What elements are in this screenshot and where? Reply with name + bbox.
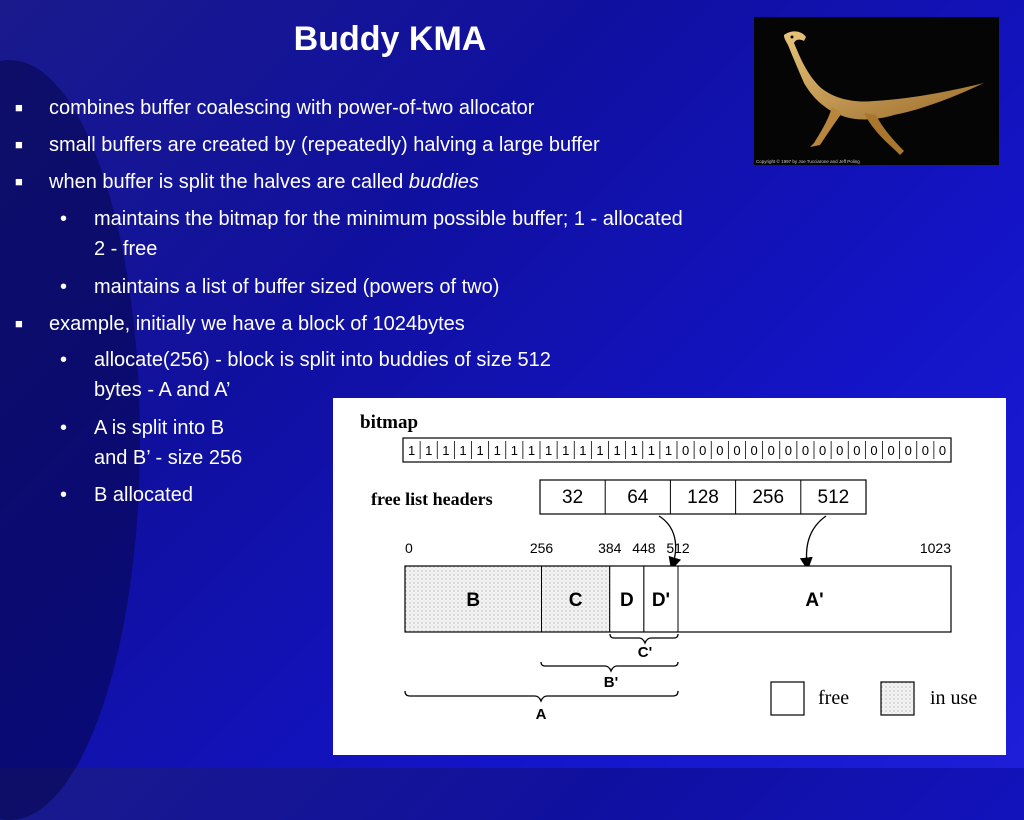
bullet-text: combines buffer coalescing with power-of-two allocator <box>49 97 535 119</box>
sub-bullet-text: A is split into B <box>94 417 225 439</box>
offset-label: 384 <box>598 540 622 556</box>
bitmap-bit: 0 <box>921 443 929 458</box>
bitmap-bit: 1 <box>630 443 638 458</box>
free-list-size: 512 <box>817 487 850 508</box>
bitmap-cells <box>408 441 946 459</box>
bullet-text-emphasis: buddies <box>408 171 479 193</box>
bitmap-bit: 1 <box>579 443 587 458</box>
bitmap-bit: 0 <box>836 443 844 458</box>
bitmap-bit: 1 <box>613 443 621 458</box>
bitmap-bit: 1 <box>527 443 536 458</box>
brace-label-a: A <box>535 706 547 723</box>
memory-block-label: D' <box>651 590 671 611</box>
free-list-size: 128 <box>687 487 719 508</box>
free-list-size: 64 <box>627 487 649 508</box>
sub-bullet-text-cont: 2 - free <box>94 238 158 260</box>
bitmap-bit: 0 <box>870 443 878 458</box>
brace-label-b-prime: B' <box>603 674 619 691</box>
bitmap-bit: 1 <box>647 443 655 458</box>
bitmap-bit: 1 <box>442 443 450 458</box>
free-list-label: free list headers <box>371 489 493 509</box>
bullet-marker-icon: ■ <box>15 100 23 115</box>
brace-label-c-prime: C' <box>637 644 653 661</box>
bullet-text: example, initially we have a block of 1024bytes <box>49 313 465 335</box>
bitmap-bit: 1 <box>407 443 416 458</box>
sub-bullet-text: allocate(256) - block is split into buddies of size 512 <box>94 349 551 371</box>
bullet-marker-icon: ■ <box>15 137 23 152</box>
bitmap-bit: 0 <box>784 443 792 458</box>
memory-blocks <box>405 566 951 632</box>
memory-block-label: D <box>619 590 634 611</box>
legend-free-swatch <box>771 682 804 715</box>
offset-label: 1023 <box>919 540 951 556</box>
offset-label: 0 <box>405 540 413 556</box>
legend-in-use-label: in use <box>930 687 978 709</box>
slide-title: Buddy KMA <box>293 20 487 58</box>
bitmap-bit: 0 <box>681 443 690 458</box>
bitmap-bit: 1 <box>476 443 484 458</box>
brace-b-prime <box>541 662 678 671</box>
sub-bullet-text: maintains a list of buffer sized (powers of two) <box>94 276 500 298</box>
sub-bullet-marker-icon: • <box>60 208 68 230</box>
bitmap-bit: 0 <box>938 443 947 458</box>
bitmap-bit: 0 <box>887 443 895 458</box>
brace-c-prime <box>610 634 678 643</box>
memory-block-label: B <box>466 590 481 611</box>
offset-label: 512 <box>666 540 690 556</box>
bitmap-bit: 1 <box>596 443 604 458</box>
bitmap-bit: 0 <box>750 443 758 458</box>
bitmap-bit: 1 <box>562 443 570 458</box>
free-list-size: 256 <box>752 487 785 508</box>
offset-label: 256 <box>529 540 554 556</box>
memory-block-label: C <box>568 590 583 611</box>
bitmap-label: bitmap <box>360 412 419 433</box>
memory-block-label: A' <box>805 590 824 611</box>
image-caption: Copyright © 1997 by Joe Tucciarone and Jeff Poling <box>756 159 860 164</box>
bitmap-bit: 0 <box>767 443 775 458</box>
bitmap-bit: 1 <box>493 443 501 458</box>
sub-bullet-text: B allocated <box>94 484 193 506</box>
buddy-diagram <box>333 398 1006 755</box>
bullet-text-plain: when buffer is split the halves are called <box>49 171 409 193</box>
bitmap-bit: 1 <box>664 443 673 458</box>
bitmap-bit: 0 <box>733 443 741 458</box>
bullet-text: small buffers are created by (repeatedly) halving a large buffer <box>49 134 600 156</box>
bullet-marker-icon: ■ <box>15 174 23 189</box>
bullet-marker-icon: ■ <box>15 316 23 331</box>
legend-in-use-swatch <box>881 682 914 715</box>
bitmap-bit: 0 <box>904 443 912 458</box>
sub-bullet-text-cont: and B’ - size 256 <box>94 447 243 469</box>
sub-bullet-text: maintains the bitmap for the minimum possible buffer; 1 - allocated <box>94 208 683 230</box>
sub-bullet-marker-icon: • <box>60 276 68 298</box>
offset-labels <box>405 540 951 556</box>
sub-bullet-marker-icon: • <box>60 484 68 506</box>
sub-bullet-marker-icon: • <box>60 417 68 439</box>
bitmap-bit: 0 <box>699 443 707 458</box>
free-list-size: 32 <box>562 487 584 508</box>
free-list <box>540 480 866 514</box>
bitmap-bit: 0 <box>818 443 827 458</box>
bitmap-bit: 1 <box>544 443 553 458</box>
sub-bullet-text-cont: bytes - A and A’ <box>94 379 231 401</box>
bitmap-bit: 0 <box>801 443 810 458</box>
dinosaur-image <box>754 17 999 165</box>
offset-label: 448 <box>632 540 656 556</box>
bitmap-bit: 1 <box>425 443 433 458</box>
bitmap-bit: 1 <box>510 443 518 458</box>
bitmap-bit: 0 <box>853 443 861 458</box>
brace-a <box>405 691 678 701</box>
arrow-512-to-A-prime <box>807 516 826 564</box>
bitmap-bit: 1 <box>459 443 467 458</box>
bullet-text <box>49 167 479 197</box>
sub-bullet-marker-icon: • <box>60 349 68 371</box>
legend-free-label: free <box>818 687 850 709</box>
bitmap-bit: 0 <box>716 443 724 458</box>
